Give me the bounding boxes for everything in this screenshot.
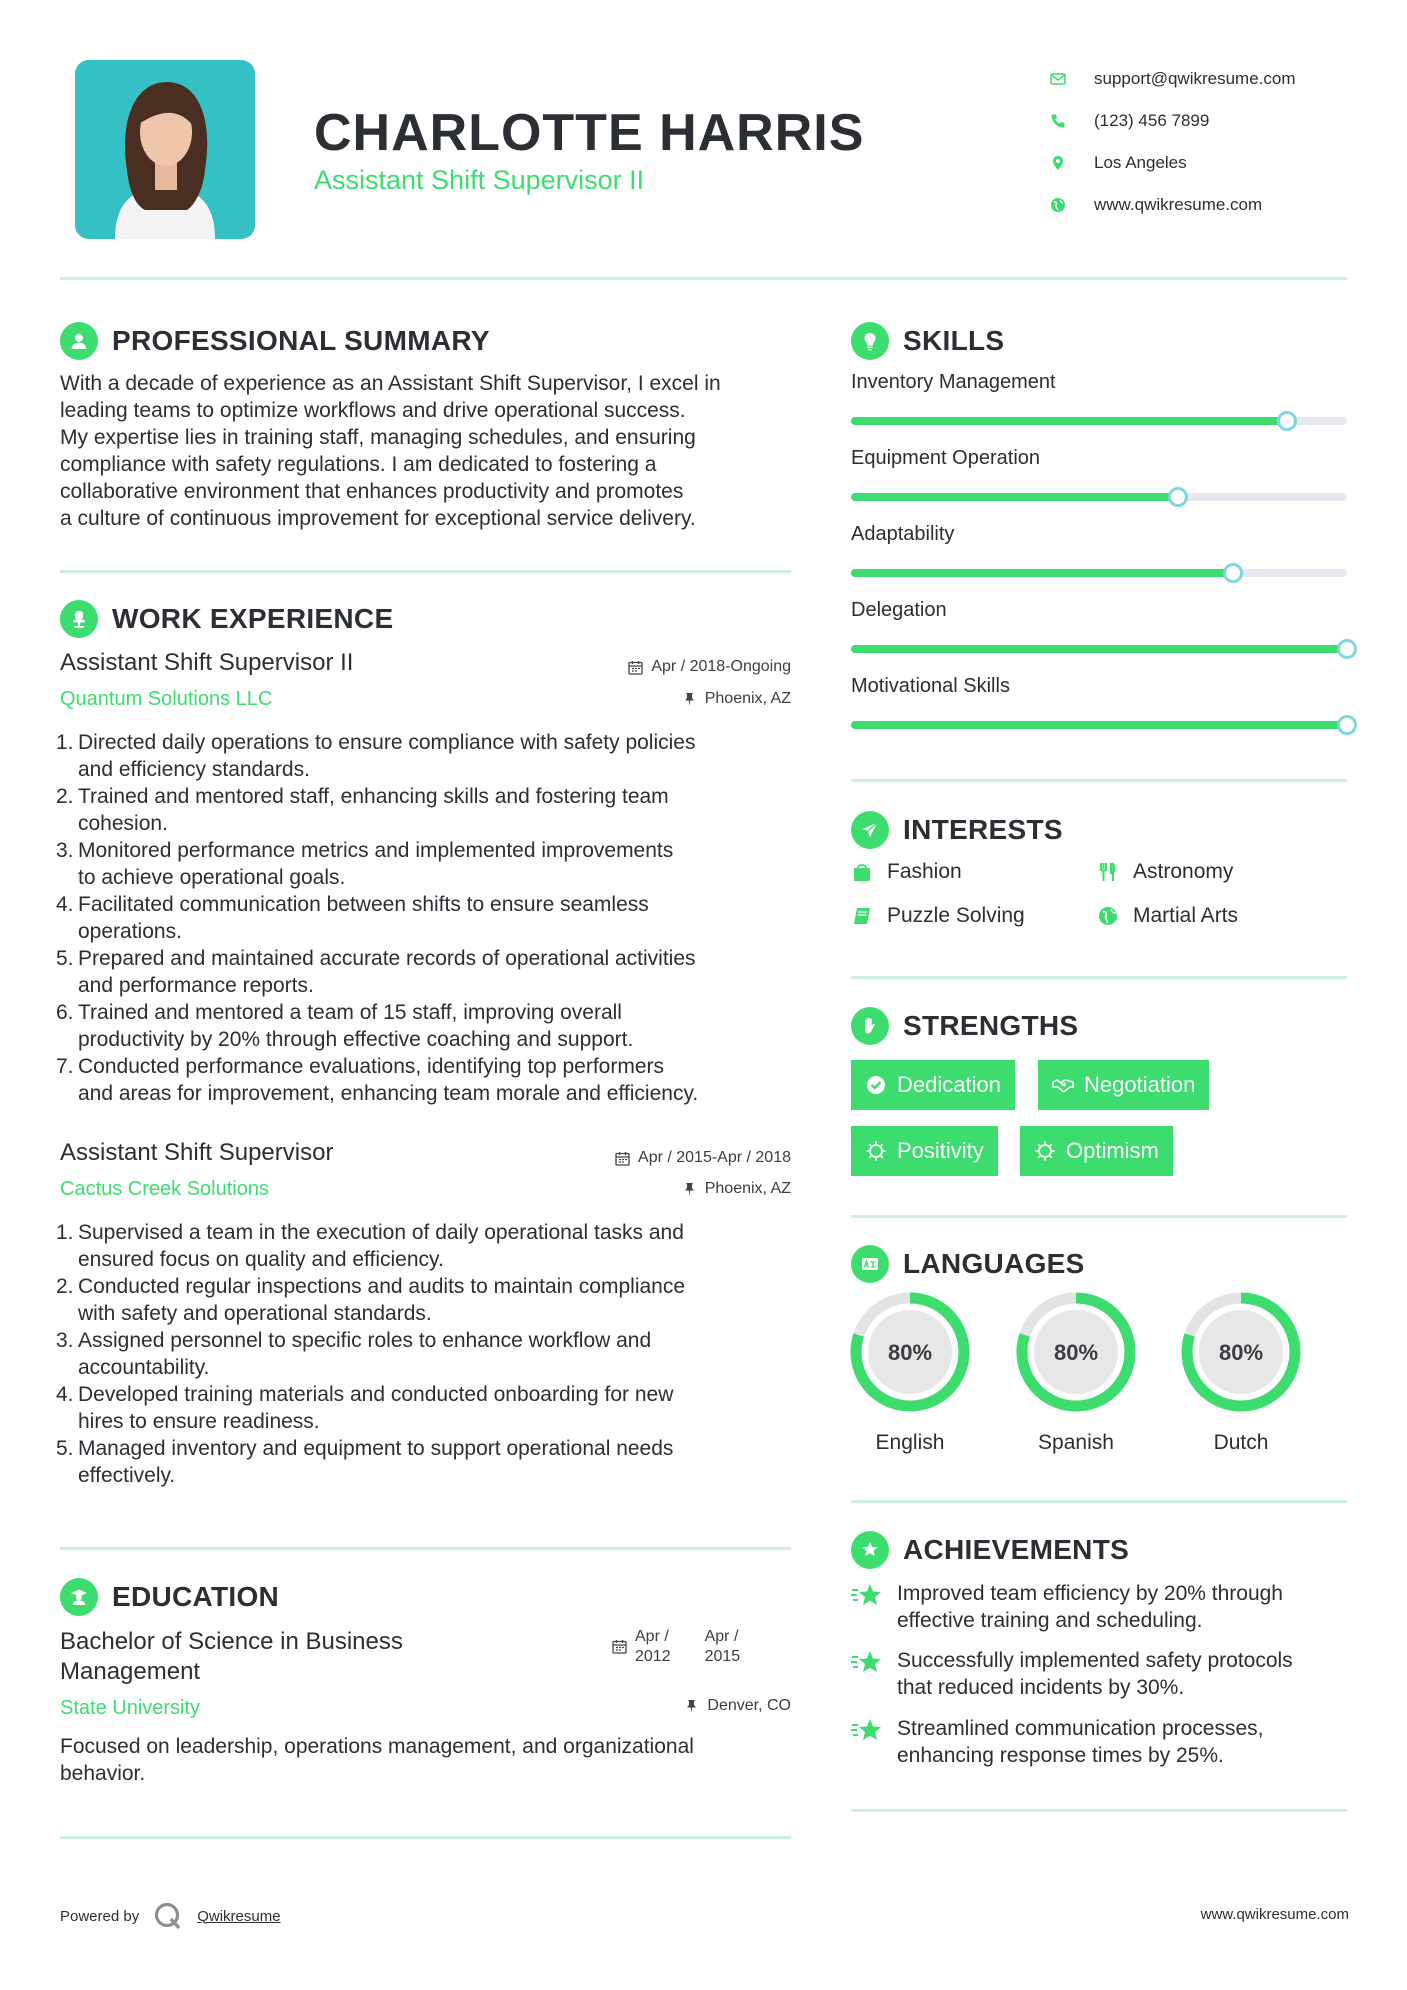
list-item: 7. Conducted performance evaluations, identifying top performers and areas for improvement, enhancing team morale and efficiency. <box>56 1055 699 1105</box>
utensils-icon <box>1097 861 1119 883</box>
job-title: Assistant Shift Supervisor <box>60 1139 334 1166</box>
skill-item: Delegation <box>851 599 1347 653</box>
list-item: 1. Supervised a team in the execution of daily operational tasks and ensured focus on quality and efficiency. <box>56 1221 684 1271</box>
star-icon <box>851 1649 883 1677</box>
strength-badge-optimism: Optimism <box>1020 1126 1173 1176</box>
pushpin-icon <box>682 1182 697 1197</box>
strengths-divider <box>851 1215 1347 1218</box>
skill-item: Motivational Skills <box>851 675 1347 729</box>
language-item: 80% Dutch <box>1179 1292 1303 1455</box>
check-circle-icon <box>865 1074 887 1096</box>
language-card-icon <box>851 1245 889 1283</box>
summary-text: With a decade of experience as an Assistant Shift Supervisor, I excel in leading teams to optimize workflows and drive operational success. My expertise lies in training staff, managing schedules, and ensuring compliance with safety regulations. I am dedicated to fostering a collaborative environment that enhances productivity and promotes a culture of continuous improvement for exceptional service delivery. <box>60 372 721 530</box>
contact-location: Los Angeles <box>1050 142 1380 184</box>
skills-heading: SKILLS <box>851 322 1004 360</box>
experience-heading: WORK EXPERIENCE <box>60 600 393 638</box>
education-divider <box>60 1836 791 1839</box>
list-item: 5. Prepared and maintained accurate records of operational activities and performance reports. <box>56 947 696 997</box>
list-item: 3. Monitored performance metrics and implemented improvements to achieve operational goals. <box>56 839 674 889</box>
job-title: Assistant Shift Supervisor II <box>60 649 354 676</box>
calendar-icon <box>612 1639 627 1654</box>
mail-icon <box>1050 71 1084 87</box>
candidate-role: Assistant Shift Supervisor II <box>314 165 645 195</box>
job-responsibilities <box>56 1219 800 1489</box>
profile-photo <box>75 60 255 239</box>
phone-icon <box>1050 113 1084 129</box>
interest-puzzle-solving: Puzzle Solving <box>851 904 1025 928</box>
qwikresume-link[interactable]: Qwikresume <box>197 1907 281 1925</box>
interests-heading: INTERESTS <box>851 811 1063 849</box>
contact-email[interactable]: support@qwikresume.com <box>1050 58 1380 100</box>
job-responsibilities <box>56 729 800 1107</box>
pushpin-icon <box>684 1699 699 1714</box>
summary-heading: PROFESSIONAL SUMMARY <box>60 322 490 360</box>
location-pin-icon <box>1050 155 1084 171</box>
job-location: Phoenix, AZ <box>500 1180 791 1198</box>
pushpin-icon <box>682 692 697 707</box>
skill-item: Inventory Management <box>851 371 1347 425</box>
star-icon <box>851 1717 883 1745</box>
interest-martial-arts: Martial Arts <box>1097 904 1238 928</box>
svg-text:80%: 80% <box>1053 1340 1099 1365</box>
job-date: Apr / 2018-Ongoing <box>500 658 791 676</box>
languages-heading: LANGUAGES <box>851 1245 1085 1283</box>
achievement-item: Improved team efficiency by 20% through effective training and scheduling. <box>851 1580 1351 1634</box>
achievement-item: Streamlined communication processes, enhancing response times by 25%. <box>851 1715 1351 1769</box>
list-item: 4. Developed training materials and conducted onboarding for new hires to ensure readiness. <box>56 1383 674 1433</box>
job-company: Cactus Creek Solutions <box>60 1178 269 1200</box>
list-item: 6. Trained and mentored a team of 15 staff, improving overall productivity by 20% through effective coaching and support. <box>56 1001 634 1051</box>
list-item: 4. Facilitated communication between shifts to ensure seamless operations. <box>56 893 649 943</box>
job-location: Phoenix, AZ <box>500 690 791 708</box>
education-date: Apr / 2012 Apr / 2015 <box>612 1627 772 1667</box>
header-divider <box>60 277 1347 280</box>
degree-title: Bachelor of Science in Business Management <box>60 1628 403 1685</box>
school-name: State University <box>60 1697 201 1719</box>
svg-text:80%: 80% <box>887 1340 933 1365</box>
shopping-bag-icon <box>851 861 873 883</box>
star-icon <box>851 1582 883 1610</box>
job-company: Quantum Solutions LLC <box>60 688 273 710</box>
list-item: 5. Managed inventory and equipment to support operational needs effectively. <box>56 1437 674 1487</box>
list-item: 3. Assigned personnel to specific roles to enhance workflow and accountability. <box>56 1329 652 1379</box>
svg-text:80%: 80% <box>1218 1340 1264 1365</box>
lightbulb-icon <box>851 322 889 360</box>
skill-item: Equipment Operation <box>851 447 1347 501</box>
contact-website[interactable]: www.qwikresume.com <box>1050 184 1380 226</box>
interest-fashion: Fashion <box>851 860 962 884</box>
skill-bar <box>851 645 1347 653</box>
list-item: 1. Directed daily operations to ensure compliance with safety policies and efficiency standards. <box>56 731 696 781</box>
summary-divider <box>60 570 791 573</box>
skill-bar <box>851 493 1347 501</box>
handshake-icon <box>1052 1074 1074 1096</box>
achievement-item: Successfully implemented safety protocols that reduced incidents by 30%. <box>851 1647 1351 1701</box>
skill-bar <box>851 721 1347 729</box>
list-item: 2. Trained and mentored staff, enhancing skills and fostering team cohesion. <box>56 785 669 835</box>
education-location: Denver, CO <box>500 1697 791 1715</box>
language-item: 80% Spanish <box>1014 1292 1138 1455</box>
briefcase-chair-icon <box>60 600 98 638</box>
calendar-icon <box>615 1151 630 1166</box>
achievements-heading: ACHIEVEMENTS <box>851 1531 1129 1569</box>
language-item: 80% English <box>848 1292 972 1455</box>
language-ring <box>1016 1292 1136 1412</box>
raised-hand-icon <box>851 1007 889 1045</box>
paper-plane-icon <box>851 811 889 849</box>
user-icon <box>60 322 98 360</box>
globe-icon <box>1050 197 1084 213</box>
experience-divider <box>60 1547 791 1550</box>
calendar-icon <box>628 660 643 675</box>
languages-divider <box>851 1500 1347 1503</box>
footer-powered-by: Powered by Qwikresume <box>60 1901 281 1931</box>
job-date: Apr / 2015-Apr / 2018 <box>500 1149 791 1167</box>
contact-list <box>1050 58 1380 226</box>
contact-phone[interactable]: (123) 456 7899 <box>1050 100 1380 142</box>
candidate-name: CHARLOTTE HARRIS <box>314 104 865 162</box>
qwikresume-logo-icon <box>153 1901 183 1931</box>
graduate-icon <box>60 1578 98 1616</box>
star-badge-icon <box>851 1531 889 1569</box>
strength-badge-dedication: Dedication <box>851 1060 1015 1110</box>
globe-icon <box>1097 905 1119 927</box>
strength-badge-positivity: Positivity <box>851 1126 998 1176</box>
sun-icon <box>865 1140 887 1162</box>
education-heading: EDUCATION <box>60 1578 279 1616</box>
skill-bar <box>851 417 1347 425</box>
footer-url[interactable]: www.qwikresume.com <box>1200 1906 1349 1923</box>
strengths-heading: STRENGTHS <box>851 1007 1078 1045</box>
book-icon <box>851 905 873 927</box>
list-item: 2. Conducted regular inspections and audits to maintain compliance with safety and operational standards. <box>56 1275 686 1325</box>
skill-bar <box>851 569 1347 577</box>
skill-item: Adaptability <box>851 523 1347 577</box>
sun-icon <box>1034 1140 1056 1162</box>
interest-astronomy: Astronomy <box>1097 860 1233 884</box>
skills-divider <box>851 779 1347 782</box>
language-ring <box>850 1292 970 1412</box>
strength-badge-negotiation: Negotiation <box>1038 1060 1209 1110</box>
achievements-divider <box>851 1809 1347 1812</box>
interests-divider <box>851 976 1347 979</box>
language-ring <box>1181 1292 1301 1412</box>
education-description: Focused on leadership, operations management, and organizational behavior. <box>60 1735 694 1785</box>
